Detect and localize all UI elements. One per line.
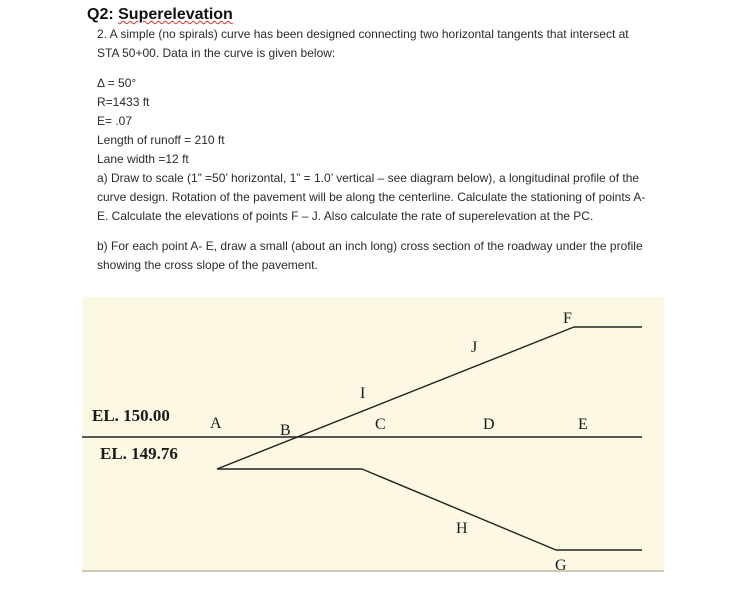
point-label-c: C [375, 416, 386, 433]
question-number: Q2: [87, 6, 114, 23]
inside-edge-falling-line [362, 469, 556, 550]
outside-edge-rising-line [217, 327, 574, 469]
given-delta: Δ = 50° [97, 76, 137, 90]
profile-diagram-svg [82, 297, 664, 572]
question-heading [87, 6, 233, 24]
elevation-label-upper: EL. 150.00 [92, 406, 170, 425]
point-label-h: H [456, 520, 468, 537]
elevation-label-lower: EL. 149.76 [100, 444, 178, 463]
part-b-line-2: showing the cross slope of the pavement. [97, 258, 318, 272]
problem-intro-line-2: STA 50+00. Data in the curve is given below: [97, 46, 336, 60]
given-lane-width: Lane width =12 ft [97, 152, 189, 166]
point-label-b: B [280, 422, 291, 439]
point-label-e: E [578, 416, 588, 433]
point-label-a: A [210, 415, 222, 432]
question-topic: Superelevation [118, 6, 233, 23]
profile-diagram [82, 297, 664, 572]
problem-intro-line-1: 2. A simple (no spirals) curve has been designed connecting two horizontal tangents that intersect at [97, 27, 629, 41]
part-a-line-2: curve design. Rotation of the pavement will be along the centerline. Calculate the stationing of points A- [97, 190, 646, 204]
given-runoff-length: Length of runoff = 210 ft [97, 133, 225, 147]
part-a-line-3: E. Calculate the elevations of points F – J. Also calculate the rate of superelevation at the PC. [97, 209, 594, 223]
given-superelevation: E= .07 [97, 114, 133, 128]
point-label-d: D [483, 416, 495, 433]
part-b-line-1: b) For each point A- E, draw a small (about an inch long) cross section of the roadway under the profile [97, 239, 643, 253]
point-label-g: G [555, 557, 567, 572]
point-label-f: F [563, 310, 572, 327]
point-label-j: J [471, 339, 478, 356]
point-label-i: I [360, 385, 366, 402]
given-radius: R=1433 ft [97, 95, 150, 109]
part-a-line-1: a) Draw to scale (1” =50’ horizontal, 1” = 1.0’ vertical – see diagram below), a longitudinal profile of the [97, 171, 640, 185]
